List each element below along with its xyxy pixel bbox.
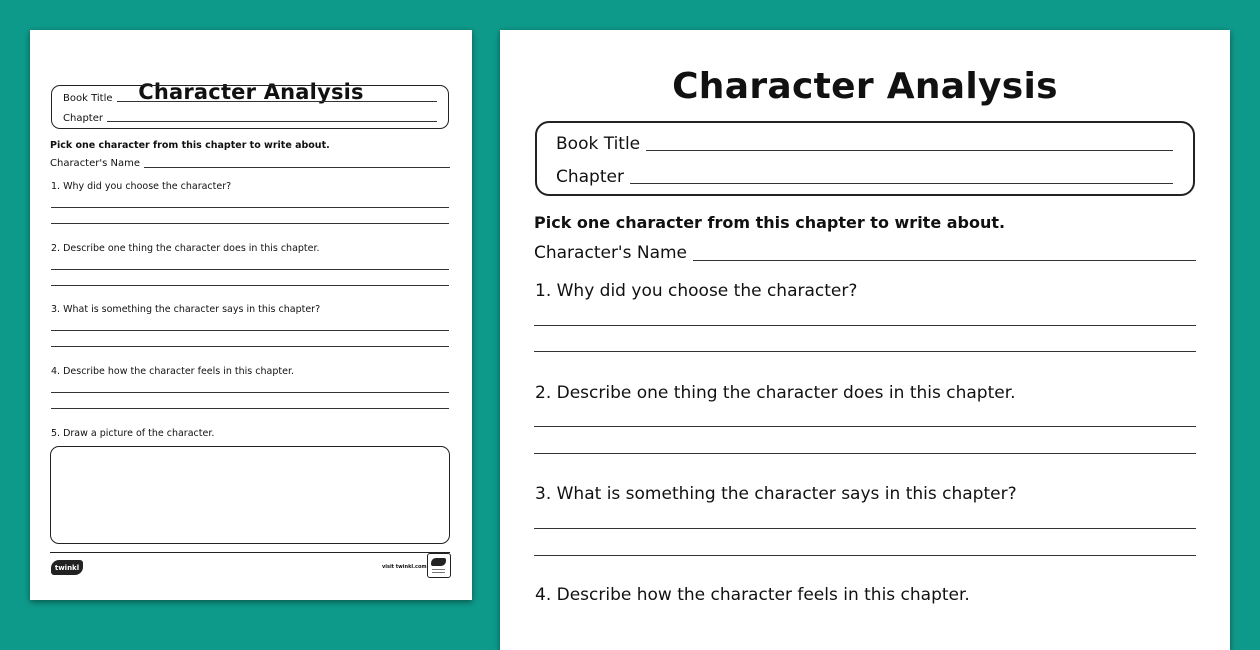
character-name-label: Character's Name <box>534 243 688 263</box>
drawing-box <box>50 446 450 544</box>
chapter-line <box>107 121 437 122</box>
answer-line <box>51 269 449 270</box>
book-title-line <box>646 150 1173 151</box>
chapter-row <box>63 108 437 124</box>
worksheet-zoomed[interactable] <box>500 30 1230 650</box>
book-info-box <box>51 85 449 129</box>
character-name-line <box>693 260 1196 261</box>
chapter-label: Chapter <box>63 113 103 124</box>
chapter-row <box>556 161 1173 187</box>
question-2: 2. Describe one thing the character does in this chapter. <box>51 243 320 254</box>
book-title-row <box>63 88 437 104</box>
question-4: 4. Describe how the character feels in this chapter. <box>51 366 294 377</box>
answer-line <box>534 528 1196 529</box>
chapter-line <box>630 183 1173 184</box>
answer-line <box>51 392 449 393</box>
question-1: 1. Why did you choose the character? <box>51 181 232 192</box>
page-title: Character Analysis <box>672 66 1058 107</box>
question-3: 3. What is something the character says in this chapter? <box>51 304 321 315</box>
twinkl-logo: twinkl <box>51 560 83 575</box>
footer-divider <box>50 552 450 553</box>
answer-line <box>51 330 449 331</box>
answer-line <box>51 285 449 286</box>
question-4: 4. Describe how the character feels in this chapter. <box>535 585 970 605</box>
book-title-label: Book Title <box>63 93 113 104</box>
character-name-line <box>144 167 450 168</box>
answer-line <box>534 351 1196 352</box>
worksheet-thumbnail[interactable] <box>30 30 472 600</box>
instruction-text: Pick one character from this chapter to write about. <box>50 140 330 151</box>
answer-line <box>51 346 449 347</box>
book-info-box <box>535 121 1195 196</box>
question-1: 1. Why did you choose the character? <box>535 281 858 301</box>
footer-url: visit twinkl.com <box>382 564 427 570</box>
page-title: Character Analysis <box>138 80 364 104</box>
answer-line <box>51 408 449 409</box>
answer-line <box>534 426 1196 427</box>
twinkl-badge-icon <box>427 553 451 578</box>
question-5: 5. Draw a picture of the character. <box>51 428 215 439</box>
instruction-text: Pick one character from this chapter to write about. <box>534 213 1006 232</box>
book-title-row <box>556 128 1173 154</box>
question-3: 3. What is something the character says in this chapter? <box>535 484 1017 504</box>
answer-line <box>534 555 1196 556</box>
book-title-label: Book Title <box>556 134 641 154</box>
character-name-label: Character's Name <box>50 158 141 169</box>
question-2: 2. Describe one thing the character does in this chapter. <box>535 383 1016 403</box>
answer-line <box>534 453 1196 454</box>
book-title-line <box>117 101 438 102</box>
answer-line <box>51 207 449 208</box>
chapter-label: Chapter <box>556 167 624 187</box>
character-name-row <box>50 158 450 169</box>
character-name-row <box>534 243 1196 263</box>
answer-line <box>534 325 1196 326</box>
answer-line <box>51 223 449 224</box>
